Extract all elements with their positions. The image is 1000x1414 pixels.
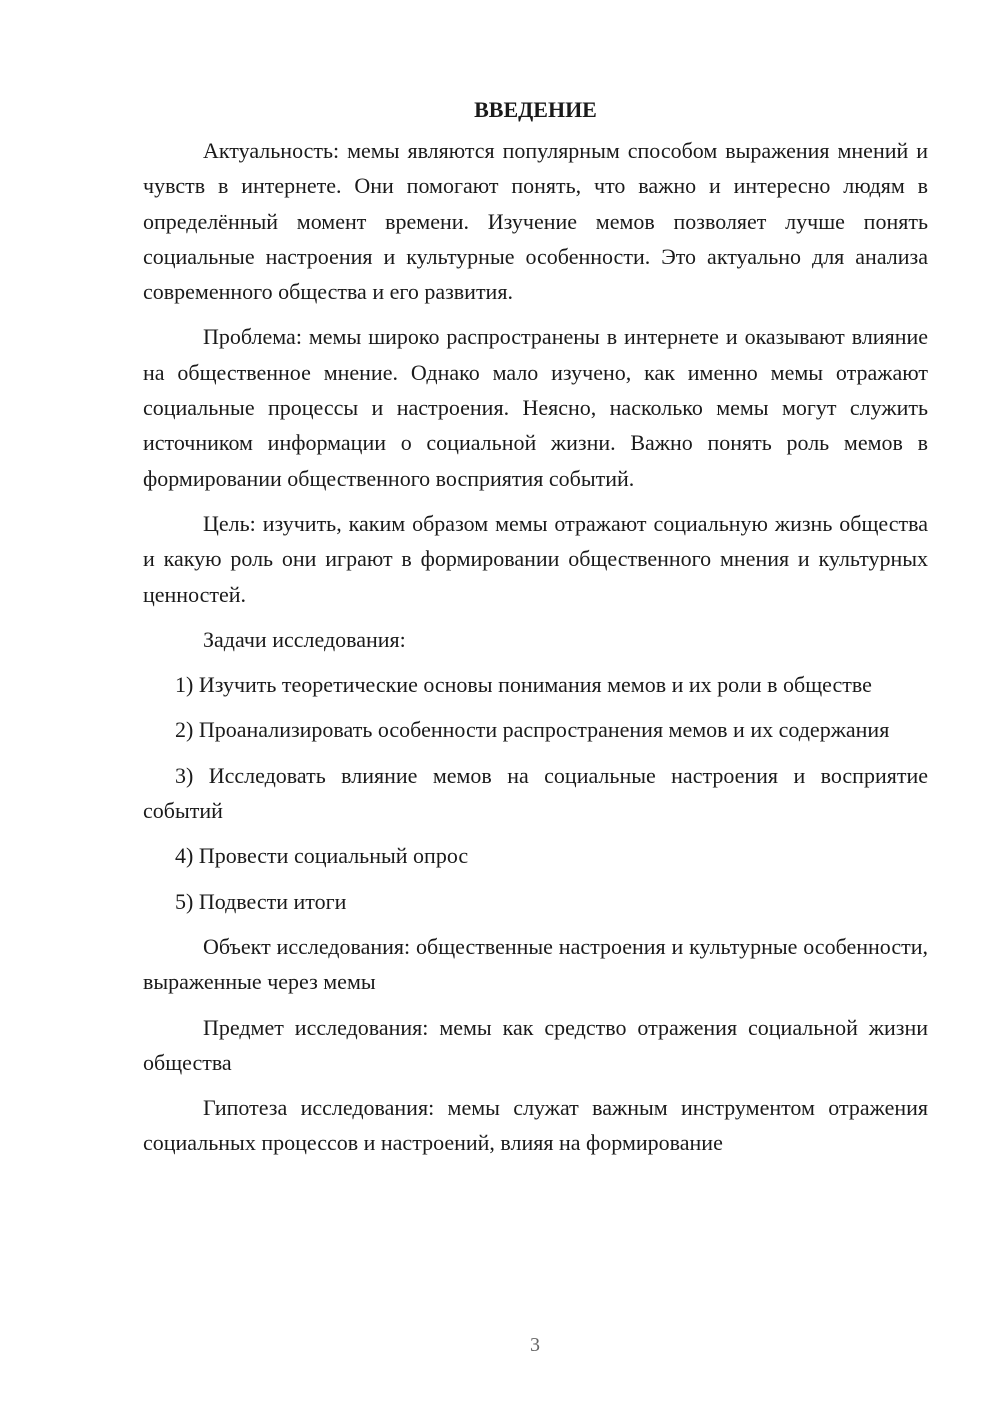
paragraph-relevance: Актуальность: мемы являются популярным способом выражения мнений и чувств в интернете. Они помогают понять, что важно и интересно людям в определённый момент времени. Изучение мемов позволяет лучше понять социальные настроения и культурные особенности. Это актуально для анализа современного общества и его развития. xyxy=(143,138,928,305)
list-item: 3) Исследовать влияние мемов на социальные настроения и восприятие событий xyxy=(143,762,928,824)
list-item: 1) Изучить теоретические основы понимания мемов и их роли в обществе xyxy=(175,672,872,698)
section-heading: ВВЕДЕНИЕ xyxy=(474,97,597,122)
paragraph-problem: Проблема: мемы широко распространены в интернете и оказывают влияние на общественное мнение. Однако мало изучено, как именно мемы отражают социальные процессы и настроения. Неясно, насколько мемы могут служить источником информации о социальной жизни. Важно понять роль мемов в формировании общественного восприятия событий. xyxy=(143,324,928,491)
list-item: 5) Подвести итоги xyxy=(175,888,347,914)
list-item: 4) Провести социальный опрос xyxy=(175,843,469,869)
paragraph-goal: Цель: изучить, каким образом мемы отражают социальную жизнь общества и какую роль они играют в формировании общественного мнения и культурных ценностей. xyxy=(143,510,928,607)
paragraph-subject: Предмет исследования: мемы как средство отражения социальной жизни общества xyxy=(143,1014,928,1075)
tasks-list xyxy=(143,667,928,919)
list-item: 2) Проанализировать особенности распространения мемов и их содержания xyxy=(175,717,890,743)
document-page xyxy=(143,92,928,1171)
page-number: 3 xyxy=(530,1334,540,1356)
paragraph-object: Объект исследования: общественные настроения и культурные особенности, выраженные через мемы xyxy=(143,933,928,995)
paragraph-hypothesis: Гипотеза исследования: мемы служат важным инструментом отражения социальных процессов и настроений, влияя на формирование xyxy=(143,1095,928,1156)
paragraph-tasks-title: Задачи исследования: xyxy=(203,626,406,652)
